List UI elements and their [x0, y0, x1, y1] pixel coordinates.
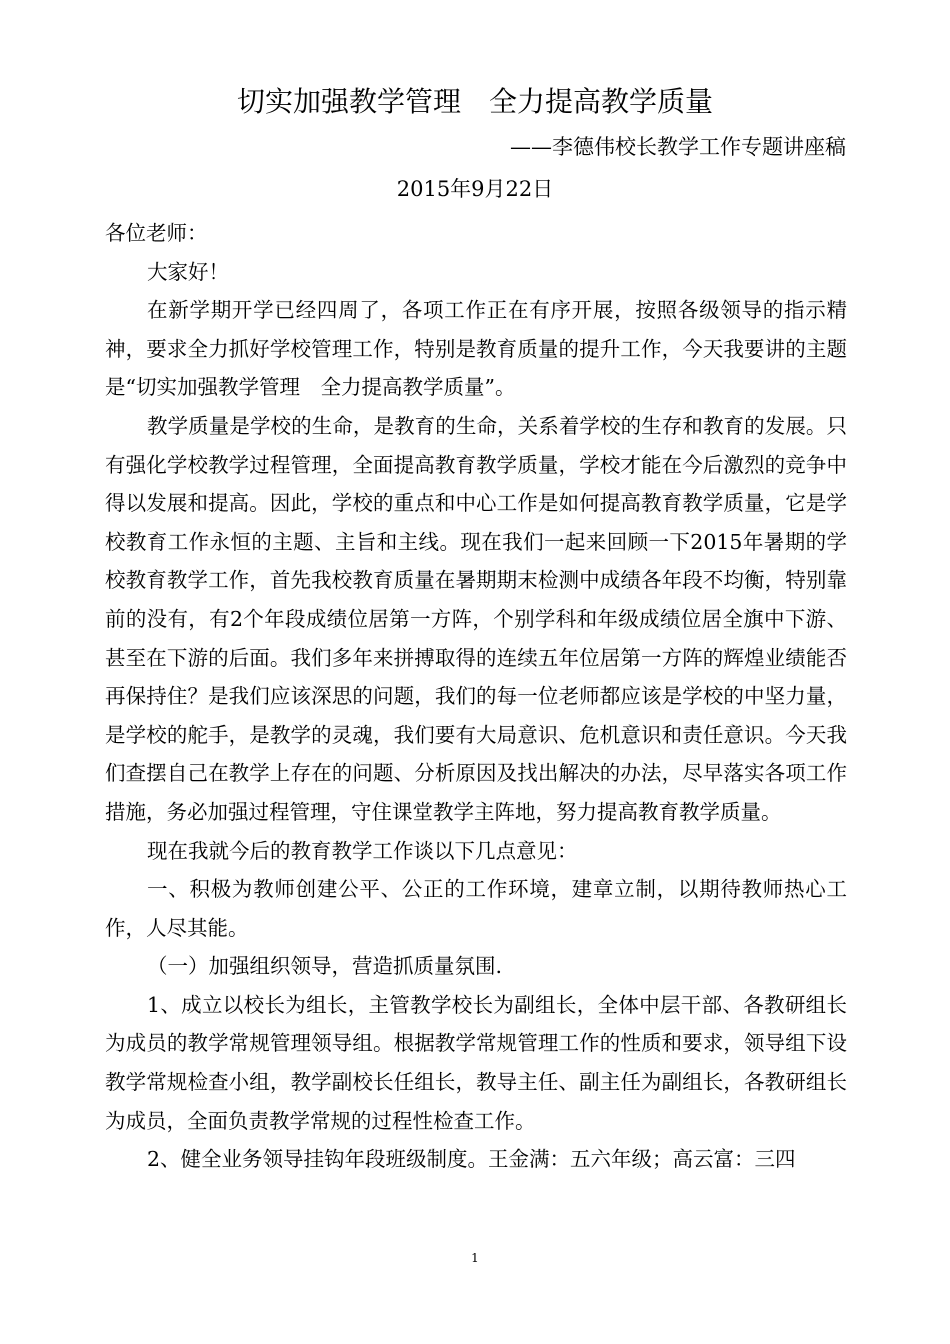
document-title: 切实加强教学管理 全力提高教学质量 [236, 85, 713, 118]
paragraph-item-two: 2、健全业务领导挂钩年段班级制度。王金满：五六年级；高云富：三四 [147, 1147, 796, 1172]
paragraph-greeting: 大家好！ [147, 259, 229, 284]
paragraph-item-one: 1、成立以校长为组长，主管教学校长为副组长，全体中层干部、各教研组长为成员的教学常规管理领导组。根据教学常规管理工作的性质和要求，领导组下设教学常规检查小组，教学副校长任组长，教导主任、副主任为副组长，各教研组长为成员，全面负责教学常规的过程性检查工作。 [105, 992, 847, 1133]
document-body [105, 214, 847, 1179]
salutation: 各位老师： [105, 221, 208, 245]
paragraph-section-one: 一、积极为教师创建公平、公正的工作环境，建章立制，以期待教师热心工作，人尽其能。 [105, 877, 847, 940]
document-date: 2015年9月22日 [396, 177, 554, 201]
document-subtitle: ——李德伟校长教学工作专题讲座稿 [510, 135, 846, 159]
paragraph-intro: 在新学期开学已经四周了，各项工作正在有序开展，按照各级领导的指示精神，要求全力抓好学校管理工作，特别是教育质量的提升工作，今天我要讲的主题是“切实加强教学管理 全力提高教学质量”。 [105, 298, 847, 400]
paragraph-subsection-one: （一）加强组织领导，营造抓质量氛围. [147, 954, 503, 979]
paragraph-quality-review: 教学质量是学校的生命，是教育的生命，关系着学校的生存和教育的发展。只有强化学校教学过程管理，全面提高教育教学质量，学校才能在今后激烈的竞争中得以发展和提高。因此，学校的重点和中心工作是如何提高教育教学质量，它是学校教育工作永恒的主题、主旨和主线。现在我们一起来回顾一下2015年暑期的学校教育教学工作，首先我校教育质量在暑期期末检测中成绩各年段不均衡，特别靠前的没有，有2个年段成绩位居第一方阵，个别学科和年级成绩位居全旗中下游、甚至在下游的后面。我们多年来拼搏取得的连续五年位居第一方阵的辉煌业绩能否再保持住？是我们应该深思的问题，我们的每一位老师都应该是学校的中坚力量，是学校的舵手，是教学的灵魂，我们要有大局意识、危机意识和责任意识。今天我们查摆自己在教学上存在的问题、分析原因及找出解决的办法，尽早落实各项工作措施，务必加强过程管理，守住课堂教学主阵地，努力提高教育教学质量。 [105, 413, 847, 824]
page-number: 1 [471, 1251, 479, 1265]
paragraph-opinions-lead: 现在我就今后的教育教学工作谈以下几点意见： [147, 838, 578, 863]
